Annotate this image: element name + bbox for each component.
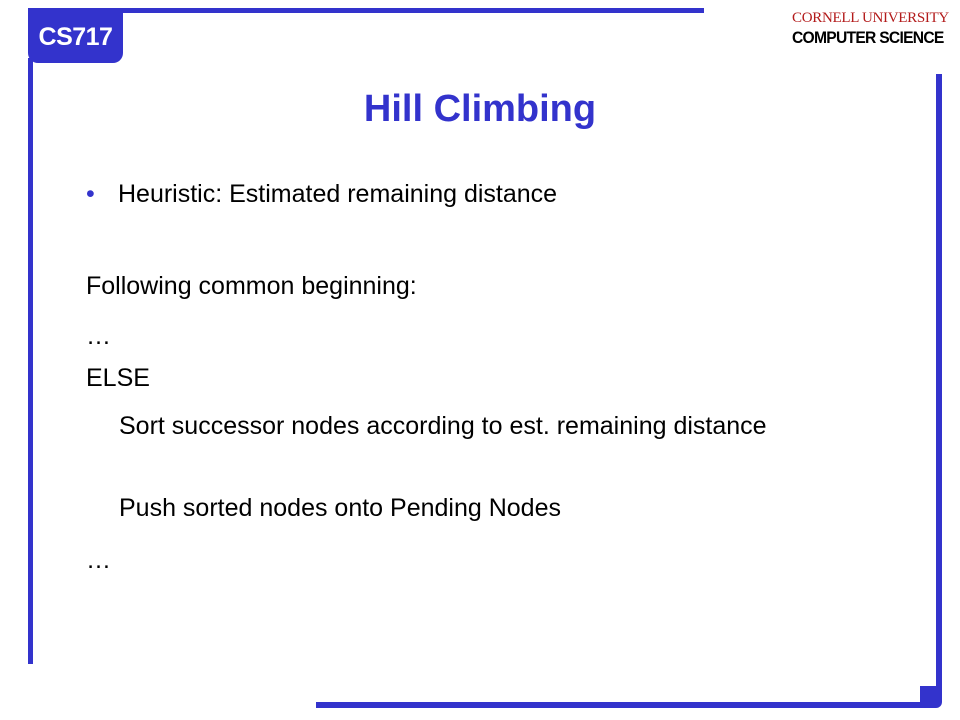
body-line-sort: Sort successor nodes according to est. remaining distance — [119, 412, 767, 440]
body-line-push: Push sorted nodes onto Pending Nodes — [119, 494, 561, 522]
frame-left-border — [28, 58, 33, 664]
body-line-ellipsis-1: … — [86, 322, 111, 350]
course-code-tab — [28, 8, 123, 63]
bullet-item — [86, 178, 557, 210]
logo-department-text: COMPUTER SCIENCE — [792, 28, 944, 47]
frame-corner-block — [920, 686, 942, 708]
body-line-ellipsis-2: … — [86, 546, 111, 574]
frame-bottom-border — [316, 702, 934, 708]
bullet-text: Heuristic: Estimated remaining distance — [118, 180, 558, 208]
logo-university-text: CORNELL UNIVERSITY — [792, 10, 949, 26]
body-line-else: ELSE — [86, 364, 150, 392]
slide-title: Hill Climbing — [363, 88, 597, 130]
bullet-dot-icon: • — [86, 180, 95, 208]
course-code: CS717 — [38, 23, 113, 51]
body-line-following: Following common beginning: — [86, 272, 417, 300]
cornell-cs-logo — [792, 10, 949, 50]
frame-right-border — [936, 74, 942, 686]
frame-top-border — [118, 8, 704, 13]
